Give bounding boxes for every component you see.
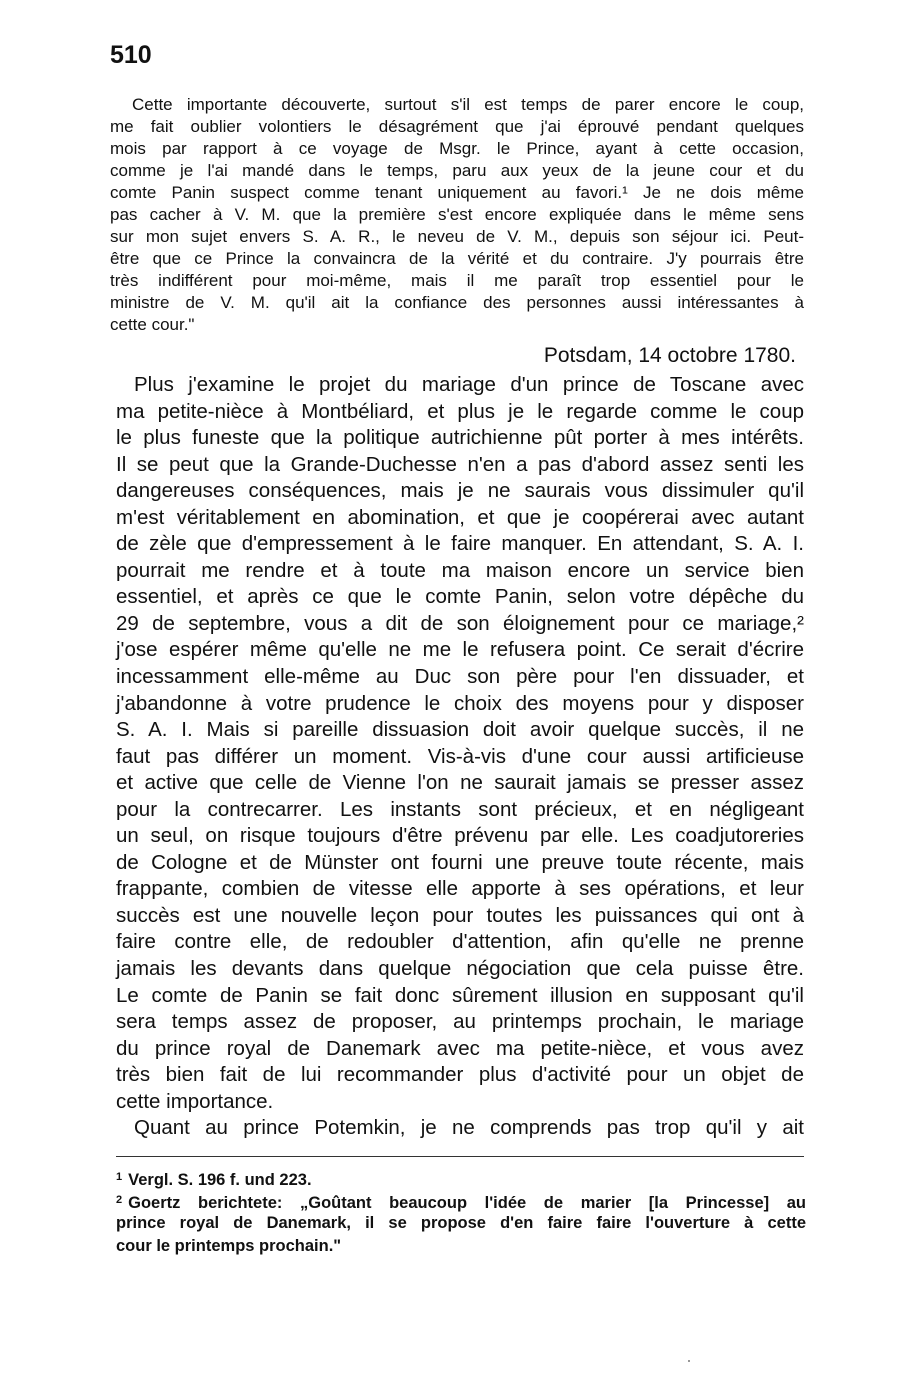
letter-line: j'ose espérer même qu'elle ne me le refusera point. Ce serait d'écrire	[116, 638, 804, 662]
quote-line: ministre de V. M. qu'il ait la confiance des personnes aussi intéressantes à	[110, 293, 804, 312]
letter-line: du prince royal de Danemark avec ma petite-nièce, et vous avez	[116, 1036, 804, 1060]
quoted-dispatch	[110, 94, 804, 336]
quote-line: Cette importante découverte, surtout s'il est temps de parer encore le coup,	[132, 95, 804, 114]
quote-line: être que ce Prince la convaincra de la vérité et du contraire. J'y pourrais être	[110, 249, 804, 268]
letter-line: faut pas différer un moment. Vis-à-vis d'une cour aussi artificieuse	[116, 744, 804, 768]
footnote-2-continuation: prince royal de Danemark, il se propose d'en faire faire l'ouverture à cette	[116, 1214, 806, 1232]
letter-line: frappante, combien de vitesse elle apporte à ses opérations, et leur	[116, 877, 804, 901]
page-number: 510	[110, 41, 152, 69]
letter-line: S. A. I. Mais si pareille dissuasion doit avoir quelque succès, il ne	[116, 718, 804, 742]
footnote-divider	[116, 1156, 804, 1157]
letter-line: et active que celle de Vienne l'on ne saurait jamais se presser assez	[116, 771, 804, 795]
letter-line: Le comte de Panin se fait donc sûrement illusion en supposant qu'il	[116, 983, 804, 1007]
letter-line: très bien fait de lui recommander plus d'activité pour un objet de	[116, 1063, 804, 1087]
letter-dateline: Potsdam, 14 octobre 1780.	[543, 344, 796, 367]
footnote-1	[116, 1166, 806, 1189]
letter-line: essentiel, et après ce que le comte Panin, selon votre dépêche du	[116, 585, 804, 609]
letter-line: le plus funeste que la politique autrichienne pût porter à mes intérêts.	[116, 426, 804, 450]
scan-speck	[688, 1360, 690, 1362]
letter-line: 29 de septembre, vous a dit de son éloignement pour ce mariage,²	[116, 611, 804, 635]
quote-line: pas cacher à V. M. que la première s'est encore expliquée dans le même sens	[110, 205, 804, 224]
letter-line: pourrait me rendre et à toute ma maison encore un service bien	[116, 558, 804, 582]
letter-line: faire contre elle, de redoubler d'attention, afin qu'elle ne prenne	[116, 930, 804, 954]
letter-line: un seul, on risque toujours d'être prévenu par elle. Les coadjutoreries	[116, 824, 804, 848]
quote-line: mois par rapport à ce voyage de Msgr. le Prince, ayant à cette occasion,	[110, 139, 804, 158]
quote-line: me fait oublier volontiers le désagrément que j'ai éprouvé pendant quelques	[110, 117, 804, 136]
letter-line: ma petite-nièce à Montbéliard, et plus je le regarde comme le coup	[116, 399, 804, 423]
letter-line: succès est une nouvelle leçon pour toutes les puissances qui ont à	[116, 903, 804, 927]
letter-line: m'est véritablement en abomination, et que je coopérerai avec autant	[116, 505, 804, 529]
quote-line: comte Panin suspect comme tenant uniquement au favori.¹ Je ne dois même	[110, 183, 804, 202]
letter-line: Plus j'examine le projet du mariage d'un prince de Toscane avec	[134, 373, 804, 396]
footnote-marker: 2	[116, 1194, 123, 1206]
letter-line: Quant au prince Potemkin, je ne comprends pas trop qu'il y ait	[134, 1116, 804, 1140]
footnote-text: Goertz berichtete: „Goûtant beaucoup l'idée de marier [la Princesse] au	[128, 1194, 806, 1212]
footnotes	[116, 1166, 806, 1258]
quote-line: comme je l'ai mandé dans le temps, paru aux yeux de la jeune cour et du	[110, 161, 804, 180]
letter-line: de Cologne et de Münster ont fourni une preuve toute récente, mais	[116, 850, 804, 874]
footnote-2-continuation: cour le printemps prochain."	[116, 1237, 342, 1255]
letter-line: cette importance.	[116, 1089, 274, 1113]
letter-line: dangereuses conséquences, mais je ne saurais vous dissimuler qu'il	[116, 479, 804, 503]
letter-body	[116, 372, 804, 1142]
quote-line: cette cour."	[110, 315, 195, 334]
footnote-marker: 1	[116, 1171, 123, 1183]
letter-line: incessamment elle-même au Duc son père pour l'en dissuader, et	[116, 665, 804, 689]
letter-line: sera temps assez de proposer, au printemps prochain, le mariage	[116, 1010, 804, 1034]
letter-line: pour la contrecarrer. Les instants sont précieux, et en négligeant	[116, 797, 804, 821]
letter-line: j'abandonne à votre prudence le choix des moyens pour y disposer	[116, 691, 804, 715]
letter-line: jamais les devants dans quelque négociation que cela puisse être.	[116, 957, 804, 981]
footnote-2	[116, 1189, 806, 1212]
letter-line: Il se peut que la Grande-Duchesse n'en a pas d'abord assez senti les	[116, 452, 804, 476]
quote-line: très indifférent pour moi-même, mais il me paraît trop essentiel pour le	[110, 271, 804, 290]
letter-line: de zèle que d'empressement à le faire manquer. En attendant, S. A. I.	[116, 532, 804, 556]
footnote-text: Vergl. S. 196 f. und 223.	[128, 1171, 312, 1189]
quote-line: sur mon sujet envers S. A. R., le neveu de V. M., depuis son séjour ici. Peut-	[110, 227, 804, 246]
